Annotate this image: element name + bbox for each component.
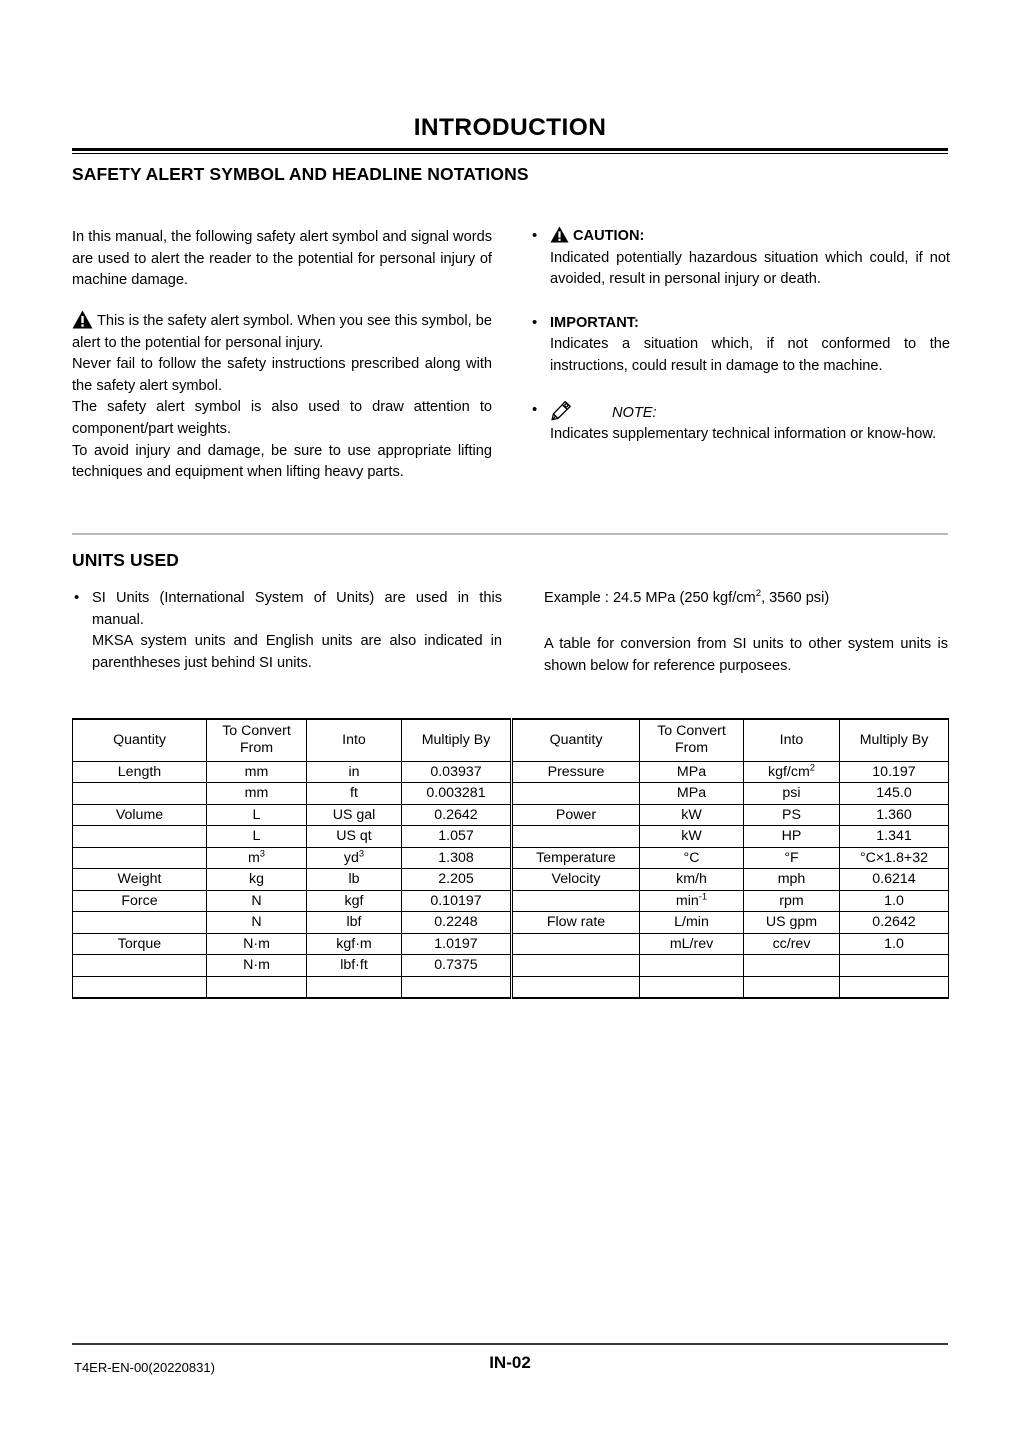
- table-row: [73, 976, 949, 998]
- cell-quantity-left: [73, 912, 207, 934]
- cell-into-right: [744, 976, 840, 998]
- cell-from-left: [207, 976, 307, 998]
- cell-into-left: US qt: [307, 826, 402, 848]
- cell-factor-left: 0.003281: [402, 783, 512, 805]
- units-bullet-line-1: SI Units (International System of Units) are used in this manual.: [92, 590, 502, 628]
- cell-into-right: mph: [744, 869, 840, 891]
- cell-factor-left: 0.03937: [402, 761, 512, 783]
- col-header-convert-from-right: To Convert From: [640, 719, 744, 761]
- section-divider: [72, 533, 948, 535]
- cell-into-left: US gal: [307, 804, 402, 826]
- units-example-superscript: 2: [755, 588, 762, 600]
- col-header-quantity-left: Quantity: [73, 719, 207, 761]
- footer-page-number: IN-02: [489, 1353, 531, 1372]
- cell-into-left: $yd^3$: [307, 847, 402, 869]
- units-example: [544, 588, 948, 610]
- cell-into-left: [307, 976, 402, 998]
- title-rule-thin: [72, 153, 948, 155]
- notation-label-note: NOTE:: [612, 404, 657, 421]
- cell-into-right: US gpm: [744, 912, 840, 934]
- cell-from-right: $\min^{-1}$: [640, 890, 744, 912]
- cell-quantity-right: [512, 976, 640, 998]
- table-row: [73, 955, 949, 977]
- cell-from-left: kg: [207, 869, 307, 891]
- cell-from-left: mm: [207, 783, 307, 805]
- col-header-multiply-by-left: Multiply By: [402, 719, 512, 761]
- cell-from-left: L: [207, 804, 307, 826]
- cell-from-left: $m^3$: [207, 847, 307, 869]
- table-row: [73, 783, 949, 805]
- cell-quantity-left: Force: [73, 890, 207, 912]
- table-row: [73, 890, 949, 912]
- cell-factor-right: [840, 976, 949, 998]
- title-rule-thick: [72, 148, 948, 151]
- cell-factor-right: 1.0: [840, 933, 949, 955]
- safety-alert-triangle-icon: [550, 226, 569, 243]
- conversion-table: [72, 718, 949, 999]
- table-row: [73, 826, 949, 848]
- cell-from-left: N·m: [207, 955, 307, 977]
- cell-from-left: mm: [207, 761, 307, 783]
- cell-factor-right: 0.2642: [840, 912, 949, 934]
- cell-from-right: L/min: [640, 912, 744, 934]
- cell-factor-left: 0.10197: [402, 890, 512, 912]
- cell-from-left: N·m: [207, 933, 307, 955]
- cell-quantity-right: [512, 955, 640, 977]
- cell-quantity-right: [512, 783, 640, 805]
- cell-factor-left: [402, 976, 512, 998]
- table-row: [73, 847, 949, 869]
- cell-into-left: kgf·m: [307, 933, 402, 955]
- cell-from-left: N: [207, 890, 307, 912]
- units-table-note: A table for conversion from SI units to other system units is shown below for reference purposees.: [544, 636, 948, 674]
- units-bullet-item: [72, 588, 502, 674]
- pencil-icon: [550, 400, 572, 421]
- cell-quantity-left: [73, 847, 207, 869]
- cell-from-left: N: [207, 912, 307, 934]
- cell-quantity-right: Power: [512, 804, 640, 826]
- conversion-table-body: [73, 761, 949, 998]
- cell-into-left: kgf: [307, 890, 402, 912]
- cell-quantity-left: Torque: [73, 933, 207, 955]
- cell-factor-left: 0.7375: [402, 955, 512, 977]
- cell-into-left: lbf: [307, 912, 402, 934]
- cell-factor-right: 1.360: [840, 804, 949, 826]
- cell-quantity-left: Weight: [73, 869, 207, 891]
- paragraph-safety-symbol-line-1: This is the safety alert symbol. When you see this symbol, be alert to the potential for personal injury.: [72, 313, 493, 351]
- cell-factor-left: 0.2248: [402, 912, 512, 934]
- table-row: [73, 933, 949, 955]
- notation-body-note: Indicates supplementary technical information or know-how.: [550, 426, 937, 443]
- cell-into-left: in: [307, 761, 402, 783]
- table-header-row: [73, 719, 949, 761]
- col-header-into-right: Into: [744, 719, 840, 761]
- section-heading-safety: SAFETY ALERT SYMBOL AND HEADLINE NOTATIONS: [72, 164, 529, 184]
- cell-factor-left: 1.308: [402, 847, 512, 869]
- cell-quantity-right: Velocity: [512, 869, 640, 891]
- notation-body-caution: Indicated potentially hazardous situation which could, if not avoided, result in personal injury or death.: [550, 249, 950, 288]
- cell-into-right: [744, 955, 840, 977]
- units-example-suffix: , 3560 psi): [761, 590, 830, 606]
- col-header-convert-from-left: To Convert From: [207, 719, 307, 761]
- table-row: [73, 761, 949, 783]
- paragraph-safety-symbol-line-2: Never fail to follow the safety instructions prescribed along with the safety alert symbol.: [72, 356, 492, 394]
- cell-quantity-left: Volume: [73, 804, 207, 826]
- footer-rule: [72, 1343, 948, 1345]
- units-example-prefix: Example : 24.5 MPa (250 kgf/cm: [544, 590, 756, 606]
- section-heading-units: UNITS USED: [72, 550, 179, 570]
- col-header-quantity-right: Quantity: [512, 719, 640, 761]
- cell-from-left: L: [207, 826, 307, 848]
- cell-quantity-left: [73, 783, 207, 805]
- cell-factor-left: 1.0197: [402, 933, 512, 955]
- paragraph-safety-intro: In this manual, the following safety alert symbol and signal words are used to alert the reader to the potential for personal injury of machine damage.: [72, 229, 492, 289]
- notation-label-caution: CAUTION:: [573, 228, 645, 244]
- cell-into-right: cc/rev: [744, 933, 840, 955]
- units-bullet-list: [72, 588, 502, 674]
- cell-quantity-right: Flow rate: [512, 912, 640, 934]
- safety-alert-triangle-icon: [72, 310, 93, 329]
- cell-quantity-left: [73, 976, 207, 998]
- paragraph-safety-symbol-line-3: The safety alert symbol is also used to draw attention to component/part weights.: [72, 399, 492, 437]
- cell-factor-right: 145.0: [840, 783, 949, 805]
- page-title: INTRODUCTION: [413, 114, 607, 141]
- cell-into-right: psi: [744, 783, 840, 805]
- cell-quantity-right: [512, 826, 640, 848]
- cell-factor-right: 10.197: [840, 761, 949, 783]
- notation-item-note: [530, 400, 950, 446]
- cell-into-left: ft: [307, 783, 402, 805]
- notation-item-important: [530, 313, 950, 378]
- cell-into-right: HP: [744, 826, 840, 848]
- cell-from-right: °C: [640, 847, 744, 869]
- cell-from-right: kW: [640, 804, 744, 826]
- cell-from-right: mL/rev: [640, 933, 744, 955]
- cell-into-right: °F: [744, 847, 840, 869]
- cell-quantity-right: Temperature: [512, 847, 640, 869]
- cell-factor-left: 2.205: [402, 869, 512, 891]
- cell-from-right: [640, 955, 744, 977]
- cell-from-right: [640, 976, 744, 998]
- cell-factor-left: 1.057: [402, 826, 512, 848]
- paragraph-safety-symbol-line-4: To avoid injury and damage, be sure to use appropriate lifting techniques and equipment when lifting heavy parts.: [72, 442, 492, 481]
- cell-factor-right: °C×1.8+32: [840, 847, 949, 869]
- cell-quantity-left: Length: [73, 761, 207, 783]
- paragraph-safety-symbol: [72, 310, 492, 484]
- cell-into-right: rpm: [744, 890, 840, 912]
- cell-quantity-left: [73, 955, 207, 977]
- cell-factor-right: [840, 955, 949, 977]
- table-row: [73, 869, 949, 891]
- cell-factor-right: 1.341: [840, 826, 949, 848]
- units-bullet-line-2: MKSA system units and English units are also indicated in parenthheses just behind SI units.: [92, 633, 502, 671]
- notation-label-important: IMPORTANT:: [550, 314, 639, 331]
- cell-from-right: km/h: [640, 869, 744, 891]
- notation-item-caution: [530, 226, 950, 291]
- cell-from-right: MPa: [640, 761, 744, 783]
- conversion-table-wrapper: [72, 718, 948, 999]
- cell-from-right: MPa: [640, 783, 744, 805]
- notation-body-important: Indicates a situation which, if not conformed to the instructions, could result in damage to the machine.: [550, 336, 950, 374]
- notation-list: [530, 226, 950, 468]
- cell-from-right: kW: [640, 826, 744, 848]
- cell-factor-right: 1.0: [840, 890, 949, 912]
- table-row: [73, 912, 949, 934]
- cell-into-left: lb: [307, 869, 402, 891]
- cell-into-left: lbf·ft: [307, 955, 402, 977]
- cell-quantity-right: [512, 933, 640, 955]
- cell-factor-right: 0.6214: [840, 869, 949, 891]
- cell-quantity-right: Pressure: [512, 761, 640, 783]
- cell-into-right: kgf/$cm^2$: [744, 761, 840, 783]
- table-row: [73, 804, 949, 826]
- footer-document-code: T4ER-EN-00(20220831): [74, 1360, 215, 1375]
- cell-factor-left: 0.2642: [402, 804, 512, 826]
- col-header-into-left: Into: [307, 719, 402, 761]
- cell-into-right: PS: [744, 804, 840, 826]
- cell-quantity-left: [73, 826, 207, 848]
- col-header-multiply-by-right: Multiply By: [840, 719, 949, 761]
- cell-quantity-right: [512, 890, 640, 912]
